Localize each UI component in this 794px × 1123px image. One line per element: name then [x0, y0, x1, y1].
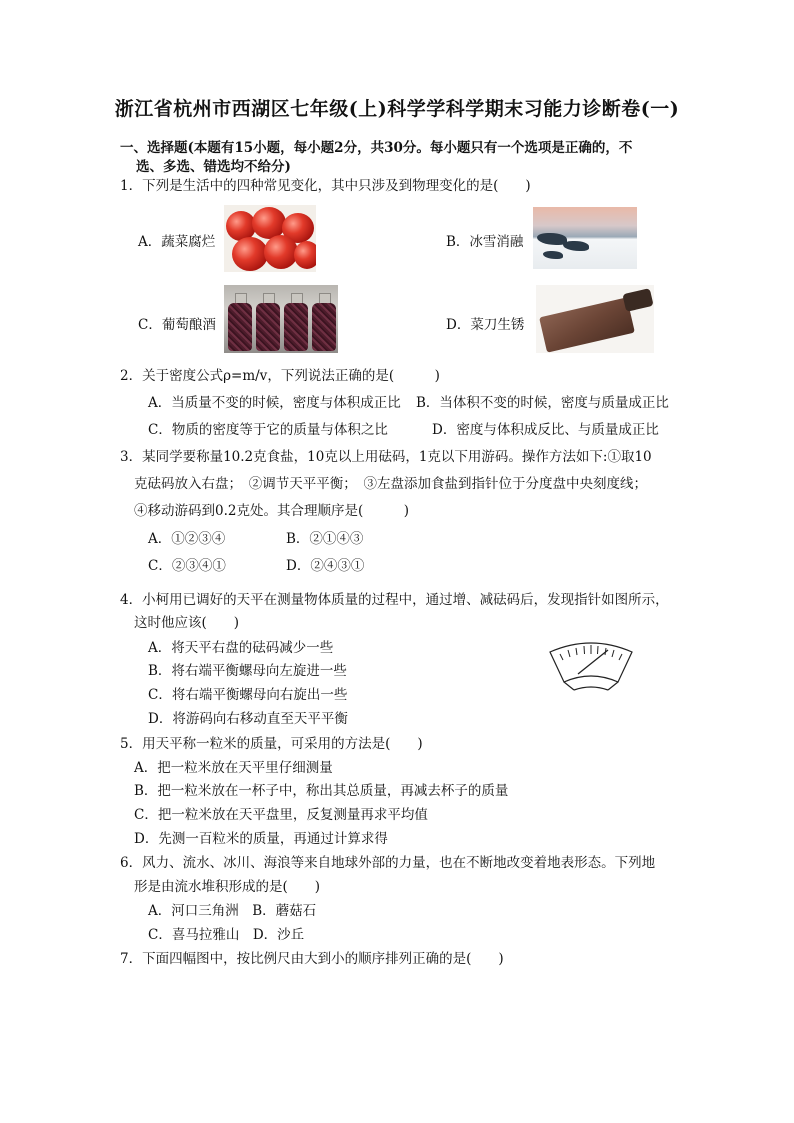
rusty-knife-photo	[536, 285, 654, 353]
q3-stem-line1: 3．某同学要称量10.2克食盐，10克以上用砝码，1克以下用游码。操作方法如下:①取10	[120, 449, 652, 465]
q3-stem-line2: 克砝码放入右盘； ②调节天平平衡； ③左盘添加食盐到指针位于分度盘中央刻度线；	[134, 476, 647, 492]
melting-ice-photo	[533, 207, 637, 269]
q2-option-b: B．当体积不变的时候，密度与质量成正比	[416, 395, 669, 411]
q3-option-a: A．①②③④	[148, 531, 226, 547]
q4-option-a: A．将天平右盘的砝码减少一些	[148, 640, 334, 656]
q1-stem: 1．下列是生活中的四种常见变化，其中只涉及到物理变化的是( )	[120, 178, 531, 194]
q2-stem: 2．关于密度公式ρ=m/v，下列说法正确的是( )	[120, 368, 440, 384]
q7-stem: 7．下面四幅图中，按比例尺由大到小的顺序排列正确的是( )	[120, 951, 504, 967]
section-header-line1: 一、选择题(本题有15小题，每小题2分，共30分。每小题只有一个选项是正确的，不	[120, 140, 633, 156]
q5-option-a: A．把一粒米放在天平里仔细测量	[134, 760, 333, 776]
q5-option-c: C．把一粒米放在天平盘里，反复测量再求平均值	[134, 807, 428, 823]
q5-option-b: B．把一粒米放在一杯子中，称出其总质量，再减去杯子的质量	[134, 783, 509, 799]
q1-option-a: A．蔬菜腐烂	[138, 234, 216, 250]
q6-options-cd: C．喜马拉雅山 D．沙丘	[148, 927, 305, 943]
q3-stem-line3: ④移动游码到0.2克处。其合理顺序是( )	[134, 503, 410, 519]
q6-stem-line2: 形是由流水堆积形成的是( )	[134, 879, 321, 895]
wine-brewing-jars-photo	[224, 285, 338, 353]
q1-option-b: B．冰雪消融	[446, 234, 524, 250]
q6-stem-line1: 6．风力、流水、冰川、海浪等来自地球外部的力量，也在不断地改变着地表形态。下列地	[120, 855, 656, 871]
q4-option-d: D．将游码向右移动直至天平平衡	[148, 711, 348, 727]
q4-option-b: B．将右端平衡螺母向左旋进一些	[148, 663, 347, 679]
q4-stem-line2: 这时他应该( )	[134, 615, 240, 631]
q3-option-b: B．②①④③	[286, 531, 364, 547]
q1-option-c: C．葡萄酿酒	[138, 317, 216, 333]
q4-stem-line1: 4．小柯用已调好的天平在测量物体质量的过程中，通过增、减砝码后，发现指针如图所示，	[120, 592, 669, 608]
q6-options-ab: A．河口三角洲 B．蘑菇石	[148, 903, 317, 919]
q1-option-d: D．菜刀生锈	[446, 317, 525, 333]
q3-option-d: D．②④③①	[286, 558, 365, 574]
q4-option-c: C．将右端平衡螺母向右旋出一些	[148, 687, 348, 703]
q3-option-c: C．②③④①	[148, 558, 226, 574]
q2-option-c: C．物质的密度等于它的质量与体积之比	[148, 422, 388, 438]
q5-stem: 5．用天平称一粒米的质量，可采用的方法是( )	[120, 736, 423, 752]
section-header-line2: 选、多选、错选均不给分)	[136, 159, 291, 175]
q2-option-a: A．当质量不变的时候，密度与体积成正比	[148, 395, 401, 411]
q2-option-d: D．密度与体积成反比、与质量成正比	[432, 422, 659, 438]
rotten-vegetables-photo	[224, 205, 316, 272]
balance-pointer-dial-figure	[548, 640, 634, 692]
q5-option-d: D．先测一百粒米的质量，再通过计算求得	[134, 831, 388, 847]
exam-title: 浙江省杭州市西湖区七年级(上)科学学科学期末习能力诊断卷(一)	[114, 98, 680, 120]
